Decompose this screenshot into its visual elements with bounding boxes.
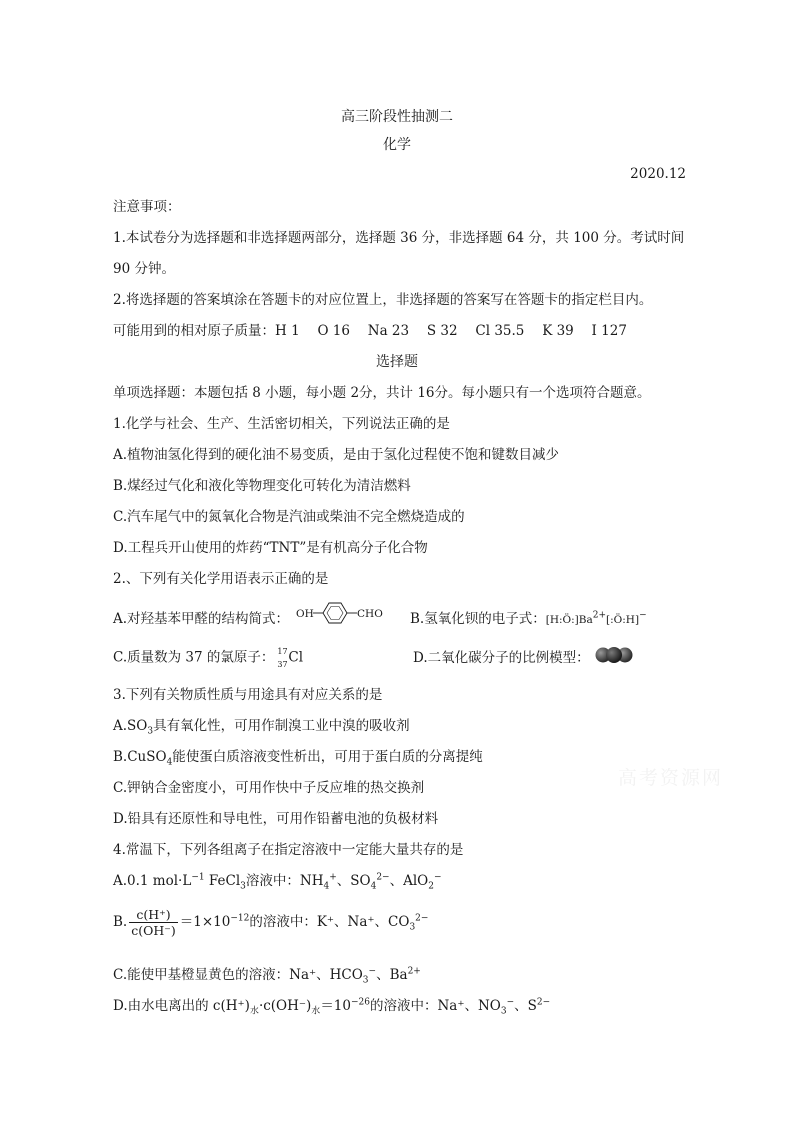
electron-formula-right: [:Ö:H] (606, 614, 640, 626)
electron-formula-barium: Ba (578, 614, 593, 626)
exam-date: 2020.12 (630, 166, 686, 182)
hydroxide-charge: − (639, 610, 647, 621)
q3-option-a: $A.SO_3$具有氧化性，可用作制溴工业中溴的吸收剂 (113, 718, 410, 737)
q4-stem: 4.常温下，下列各组离子在指定溶液中一定能大量共存的是 (113, 842, 464, 858)
co2-space-filling-model (594, 645, 634, 665)
electron-formula-left: [H:Ö:] (545, 614, 579, 626)
q2-option-c-label: C.质量数为 37 的氯原子： (113, 649, 275, 666)
exam-title: 高三阶段性抽测二 (341, 109, 453, 125)
q2-stem: 2.、下列有关化学用语表示正确的是 (113, 571, 329, 587)
q1-option-a: A.植物油氢化得到的硬化油不易变质，是由于氢化过程使不饱和键数目减少 (113, 447, 560, 463)
section-instruction: 单项选择题：本题包括 8 小题，每小题 2分，共计 16分。每小题只有一个选项符合题意。 (113, 385, 651, 401)
watermark: 高考资源网 (618, 767, 724, 789)
q1-stem: 1.化学与社会、生产、生活密切相关，下列说法正确的是 (113, 416, 450, 432)
q2-option-b-label: B.氢氧化钡的电子式： (410, 611, 546, 627)
notes-item-1-cont: 90 分钟。 (113, 261, 175, 277)
isotope-notation: 17 37 (277, 647, 288, 669)
q2-option-a-label: A.对羟基苯甲醛的结构简式： (113, 611, 290, 627)
chlorine-symbol: Cl (288, 649, 304, 666)
q4-option-d: D.由水电离出的 $c(H^+)_水\cdot c(OH^-)_水=10^{-26}$的溶液中：Na⁺、$NO_3^-$、$S^{2-}$ (113, 997, 551, 1017)
structure-oh-text: OH (296, 608, 314, 620)
q4-option-c: C.能使甲基橙显黄色的溶液：Na⁺、$HCO_3^-$、$Ba^{2+}$ (113, 966, 421, 986)
structure-cho-text: CHO (357, 608, 383, 620)
notes-heading: 注意事项： (113, 199, 181, 215)
subject-title: 化学 (383, 137, 411, 153)
q2-option-d (413, 649, 590, 667)
q1-option-d: D.工程兵开山使用的炸药“TNT”是有机高分子化合物 (113, 540, 428, 556)
notes-item-1: 1.本试卷分为选择题和非选择题两部分，选择题 36 分，非选择题 64 分，共 100 分。考试时间 (113, 230, 685, 246)
q2-option-a (113, 610, 289, 628)
q1-option-b: B.煤经过气化和液化等物理变化可转化为清洁燃料 (113, 478, 411, 494)
q2-option-c (113, 647, 303, 669)
q3-stem: 3.下列有关物质性质与用途具有对应关系的是 (113, 687, 383, 703)
hydrogen-ratio-fraction: $\frac{c(H^+)}{c(OH^-)}$ (131, 907, 176, 938)
q4-option-b: B. $\frac{c(H^+)}{c(OH^-)}$ $=1\times 10^{-12}$的溶液中：K⁺、Na⁺、$CO_3^{2-}$ (113, 907, 429, 938)
q3-option-d: D.铅具有还原性和导电性，可用作铅蓄电池的负极材料 (113, 811, 439, 827)
notes-item-2: 2.将选择题的答案填涂在答题卡的对应位置上，非选择题的答案写在答题卡的指定栏目内。 (113, 292, 653, 308)
barium-charge: 2+ (592, 610, 607, 621)
q2-option-b (410, 610, 647, 629)
q1-option-c: C.汽车尾气中的氮氧化合物是汽油或柴油不完全燃烧造成的 (113, 509, 465, 525)
atomic-mass-line: 可能用到的相对原子质量：H 1 O 16 Na 23 S 32 Cl 35.5 K 39 I 127 (113, 323, 627, 339)
hydroxybenzaldehyde-structure (296, 598, 388, 628)
section-title: 选择题 (376, 354, 418, 370)
q3-option-c: C.钾钠合金密度小，可用作快中子反应堆的热交换剂 (113, 780, 425, 796)
q4-option-a: A.0.1 $mol\cdot L^{-1}$ FeCl$_3$溶液中：$NH_4^+$、$SO_4^{2-}$、AlO$_2$− (113, 872, 442, 892)
q3-option-b: B.CuSO$_4$能使蛋白质溶液变性析出，可用于蛋白质的分离提纯 (113, 749, 483, 768)
q2-option-d-label: D.二氧化碳分子的比例模型： (413, 650, 590, 666)
